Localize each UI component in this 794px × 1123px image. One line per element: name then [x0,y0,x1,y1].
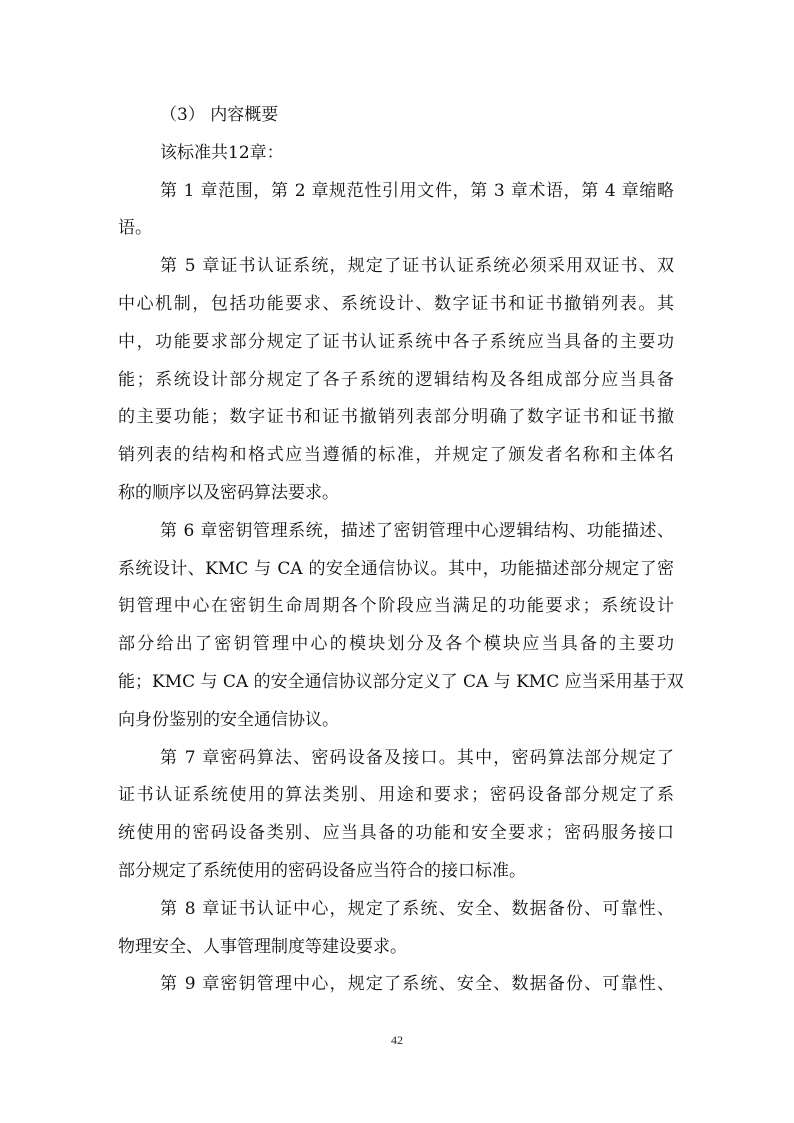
text-line: 第 1 章范围，第 2 章规范性引用文件，第 3 章术语，第 4 章缩略 [160,180,674,201]
text-line: 部分规定了系统使用的密码设备应当符合的接口标准。 [118,860,526,881]
text-line: 中，功能要求部分规定了证书认证系统中各子系统应当具备的主要功 [118,331,674,352]
intro-line: 该标准共12章： [160,142,284,163]
text-line: 第 8 章证书认证中心，规定了系统、安全、数据备份、可靠性、 [160,898,674,919]
text-line: 的主要功能；数字证书和证书撤销列表部分明确了数字证书和证书撤 [118,407,674,428]
text-line: 中心机制，包括功能要求、系统设计、数字证书和证书撤销列表。其 [118,293,674,314]
paragraph-chapter-8 [118,891,674,967]
page-number: 42 [391,1033,403,1047]
text-line: 第 9 章密钥管理中心，规定了系统、安全、数据备份、可靠性、 [160,974,674,995]
document-body [118,97,684,1004]
text-line: 部分给出了密钥管理中心的模块划分及各个模块应当具备的主要功 [118,634,674,655]
paragraph-chapter-7 [118,740,674,891]
section-heading: （3） 内容概要 [160,105,279,125]
paragraph-chapter-6 [118,513,684,740]
text-line: 钥管理中心在密钥生命周期各个阶段应当满足的功能要求；系统设计 [118,596,674,617]
text-line: 第 6 章密钥管理系统，描述了密钥管理中心逻辑结构、功能描述、 [160,520,674,541]
text-line: 向身份鉴别的安全通信协议。 [118,709,339,730]
paragraph-chapters-1-4 [118,173,674,249]
text-line: 第 5 章证书认证系统，规定了证书认证系统必须采用双证书、双 [160,256,674,277]
paragraph-chapter-9 [118,966,674,1004]
text-line: 称的顺序以及密码算法要求。 [118,482,339,503]
text-line: 物理安全、人事管理制度等建设要求。 [118,936,407,957]
text-line: 统使用的密码设备类别、应当具备的功能和安全要求；密码服务接口 [118,823,674,844]
text-line: 能；KMC 与 CA 的安全通信协议部分定义了 CA 与 KMC 应当采用基于双 [118,671,684,692]
text-line: 证书认证系统使用的算法类别、用途和要求；密码设备部分规定了系 [118,785,674,806]
text-line: 能；系统设计部分规定了各子系统的逻辑结构及各组成部分应当具备 [118,369,674,390]
text-line: 第 7 章密码算法、密码设备及接口。其中，密码算法部分规定了 [160,747,674,768]
text-line: 语。 [118,218,152,239]
text-line: 销列表的结构和格式应当遵循的标准，并规定了颁发者名称和主体名 [118,445,674,466]
text-line: 系统设计、KMC 与 CA 的安全通信协议。其中，功能描述部分规定了密 [118,558,674,579]
paragraph-chapter-5 [118,248,674,513]
